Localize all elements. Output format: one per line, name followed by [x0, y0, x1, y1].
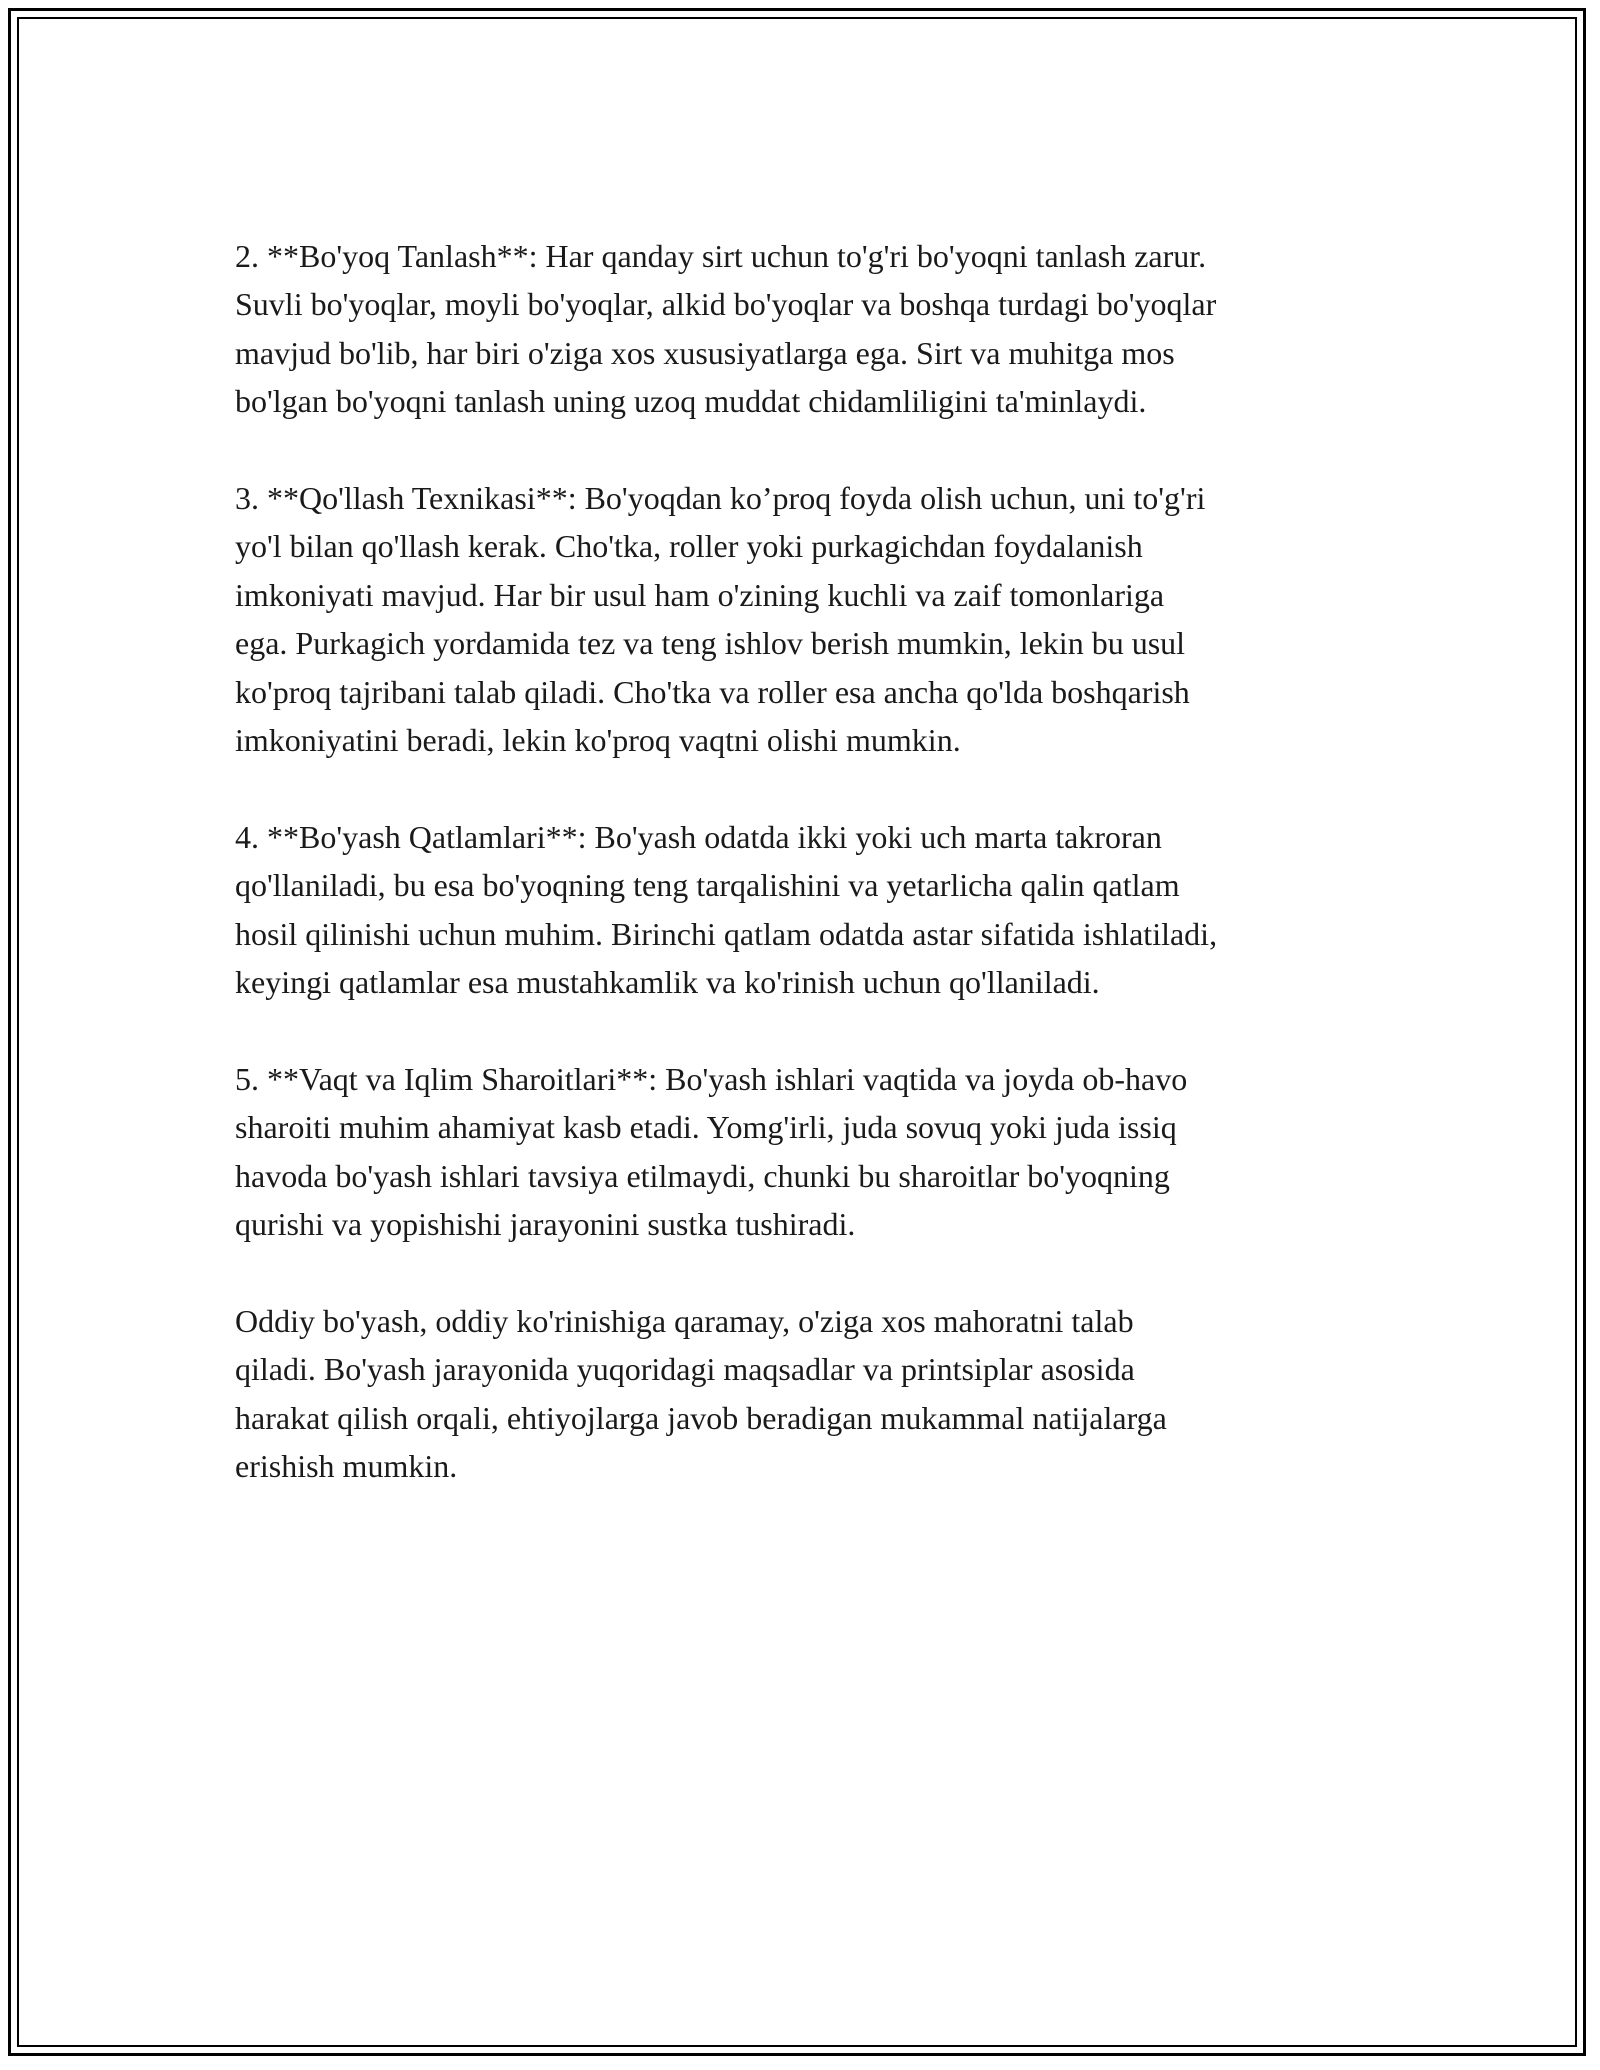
paragraph-time-and-climate: 5. **Vaqt va Iqlim Sharoitlari**: Bo'yash ishlari vaqtida va joyda ob-havo sharoiti muhim ahamiyat kasb etadi. Yomg'irli, juda sovuq yoki juda issiq havoda bo'yash ishlari tavsiya etilmaydi, chunki bu sharoitlar bo'yoqning qurishi va yopishishi jarayonini sustka tushiradi.	[235, 1060, 1188, 1243]
paragraph-application-technique: 3. **Qo'llash Texnikasi**: Bo'yoqdan ko’proq foyda olish uchun, uni to'g'ri yo'l bilan qo'llash kerak. Cho'tka, roller yoki purkagichdan foydalanish imkoniyati mavjud. Har bir usul ham o'zining kuchli va zaif tomonlariga ega. Purkagich yordamida tez va teng ishlov berish mumkin, lekin bu usul ko'proq tajribani talab qiladi. Cho'tka va roller esa ancha qo'lda boshqarish imkoniyatini beradi, lekin ko'proq vaqtni olishi mumkin.	[235, 480, 1206, 759]
paragraph-paint-layers: 4. **Bo'yash Qatlamlari**: Bo'yash odatda ikki yoki uch marta takroran qo'llaniladi, bu esa bo'yoqning teng tarqalishini va yetarlicha qalin qatlam hosil qilinishi uchun muhim. Birinchi qatlam odatda astar sifatida ishlatiladi, keyingi qatlamlar esa mustahkamlik va ko'rinish uchun qo'llaniladi.	[235, 818, 1218, 1001]
paragraph-paint-selection: 2. **Bo'yoq Tanlash**: Har qanday sirt uchun to'g'ri bo'yoqni tanlash zarur. Suvli bo'yoqlar, moyli bo'yoqlar, alkid bo'yoqlar va boshqa turdagi bo'yoqlar mavjud bo'lib, har biri o'ziga xos xususiyatlarga ega. Sirt va muhitga mos bo'lgan bo'yoqni tanlash uning uzoq muddat chidamliligini ta'minlaydi.	[235, 238, 1217, 420]
paragraph-conclusion: Oddiy bo'yash, oddiy ko'rinishiga qaramay, o'ziga xos mahoratni talab qiladi. Bo'yash jarayonida yuqoridagi maqsadlar va printsiplar asosida harakat qilish orqali, ehtiyojlarga javob beradigan mukammal natijalarga erishish mumkin.	[235, 1302, 1167, 1485]
document-body	[235, 232, 1380, 1539]
